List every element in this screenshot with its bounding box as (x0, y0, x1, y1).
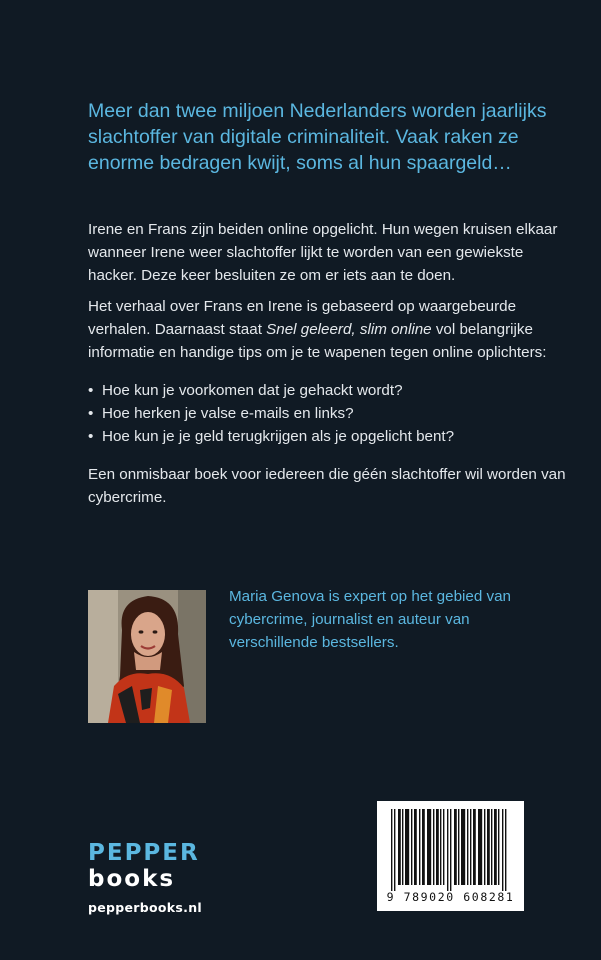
publisher-logo (88, 840, 202, 915)
paragraph-about-part2: vol belangrijke informatie en handige tips om je te wapenen tegen online oplichters: (88, 321, 547, 361)
logo-word-books: books (88, 866, 176, 892)
publisher-website: pepperbooks.nl (88, 900, 202, 915)
paragraph-story: Irene en Frans zijn beiden online opgelicht. Hun wegen kruisen elkaar wanneer Irene weer slachtoffer lijkt te worden van een gewiekste hacker. Deze keer besluiten ze om er iets aan te doen. (88, 221, 558, 284)
author-photo (88, 590, 206, 723)
list-item (88, 425, 568, 448)
barcode (377, 801, 524, 911)
tip-text: Hoe kun je je geld terugkrijgen als je opgelicht bent? (102, 428, 455, 445)
author-bio: Maria Genova is expert op het gebied van cybercrime, journalist en auteur van verschillende bestsellers. (229, 588, 511, 651)
paragraph-about-part1: Het verhaal over Frans en Irene is gebaseerd op waargebeurde verhalen. Daarnaast staat (88, 298, 517, 338)
author-portrait-illustration (88, 590, 206, 723)
isbn-number: 9 789020 608281 (386, 890, 515, 904)
tip-text: Hoe kun je voorkomen dat je gehackt wordt? (102, 382, 403, 399)
tips-list (88, 379, 568, 448)
logo-word-pepper: PEPPER (88, 840, 200, 866)
list-item (88, 379, 568, 402)
bullet-icon: • (88, 405, 94, 422)
inline-book-title: Snel geleerd, slim online (266, 321, 432, 338)
bullet-icon: • (88, 382, 94, 399)
paragraph-about (88, 295, 568, 364)
tip-text: Hoe herken je valse e-mails en links? (102, 405, 354, 422)
bullet-icon: • (88, 428, 94, 445)
paragraph-closing: Een onmisbaar boek voor iedereen die géén slachtoffer wil worden van cybercrime. (88, 466, 566, 506)
lead-text: Meer dan twee miljoen Nederlanders worden jaarlijks slachtoffer van digitale criminaliteit. Vaak raken ze enorme bedragen kwijt, soms al hun spaargeld… (88, 100, 547, 174)
list-item (88, 402, 568, 425)
